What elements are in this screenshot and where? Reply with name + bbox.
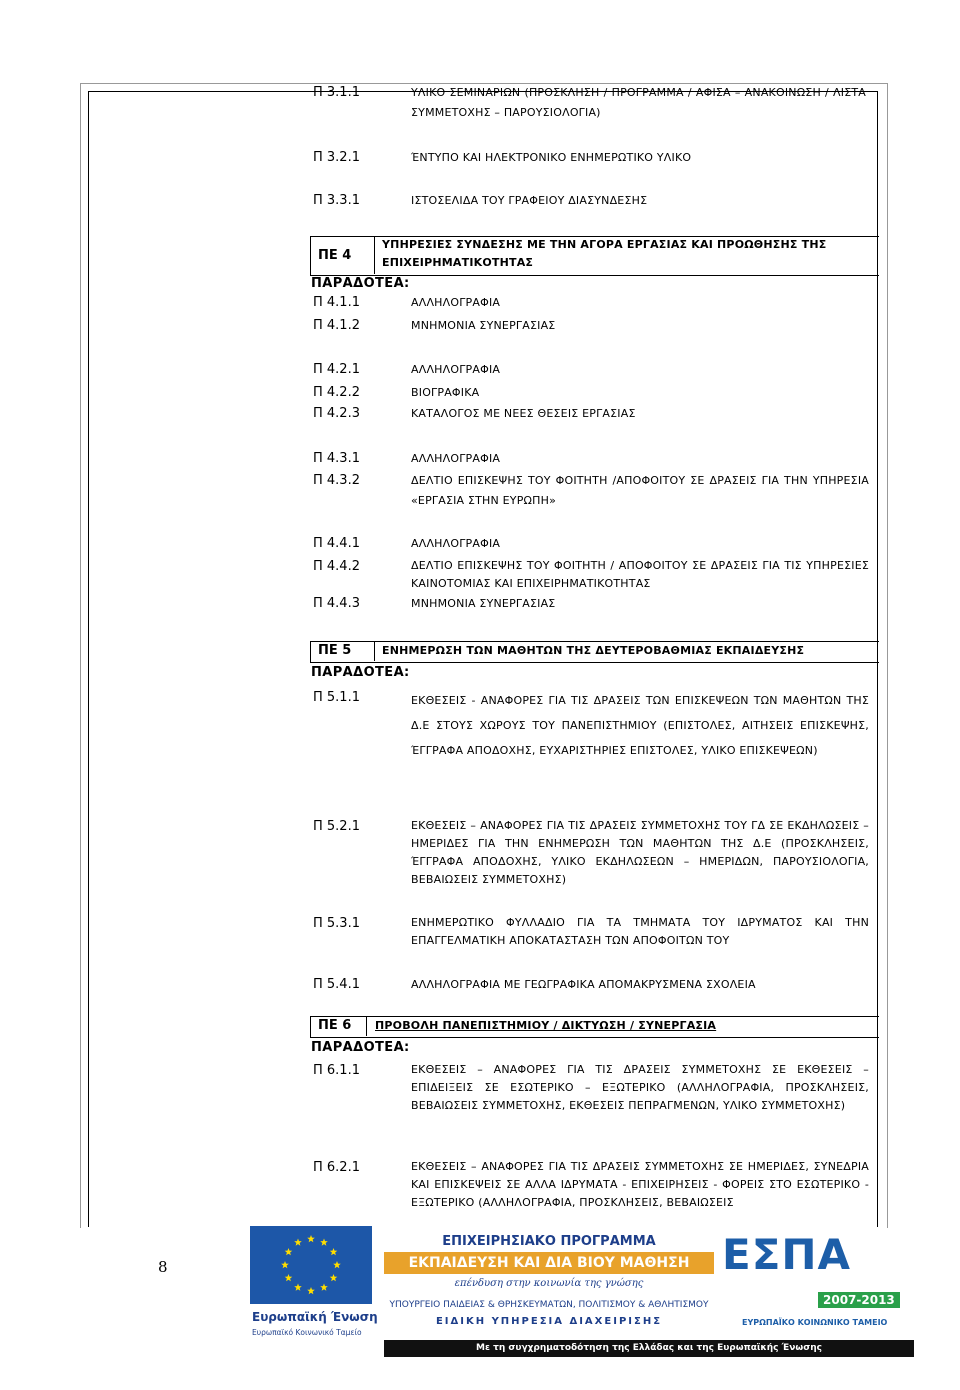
espa-logo <box>722 1222 910 1336</box>
eu-fund-name: Ευρωπαϊκό Κοινωνικό Ταμείο <box>252 1328 362 1337</box>
deliverable-text: ΕΝΗΜΕΡΩΤΙΚΟ ΦΥΛΛΑΔΙΟ ΓΙΑ ΤΑ ΤΜΗΜΑΤΑ ΤΟΥ ΙΔΡΥΜΑΤΟΣ ΚΑΙ ΤΗΝ ΕΠΑΓΓΕΛΜΑΤΙΚΗ ΑΠΟΚΑΤΑΣΤΑΣΗ ΤΩΝ ΑΠΟΦΟΙΤΩΝ ΤΟΥ <box>411 916 869 947</box>
deliverable-text: ΕΚΘΕΣΕΙΣ - ΑΝΑΦΟΡΕΣ ΓΙΑ ΤΙΣ ΔΡΑΣΕΙΣ ΤΩΝ ΕΠΙΣΚΕΨΕΩΝ ΤΩΝ ΜΑΘΗΤΩΝ ΤΗΣ Δ.Ε ΣΤΟΥΣ ΧΩΡΟΥΣ ΤΟΥ ΠΑΝΕΠΙΣΤΗΜΙΟΥ (ΕΠΙΣΤΟΛΕΣ, ΑΙΤΗΣΕΙΣ ΕΠΙΣΚΕΨΗΣ, ΈΓΓΡΑΦΑ ΑΠΟΔΟΧΗΣ, ΕΥΧΑΡΙΣΤΗΡΙΕΣ ΕΠΙΣΤΟΛΕΣ, ΥΛΙΚΟ ΕΠΙΣΚΕΨΕΩΝ) <box>411 694 869 757</box>
managing-authority: ΕΙΔΙΚΗ ΥΠΗΡΕΣΙΑ ΔΙΑΧΕΙΡΙΣΗΣ <box>435 1316 663 1327</box>
eu-star <box>330 1274 338 1281</box>
deliverable-code: Π 6.2.1 <box>313 1160 360 1175</box>
op-name: ΕΚΠΑΙΔΕΥΣΗ ΚΑΙ ΔΙΑ ΒΙΟΥ ΜΑΘΗΣΗ <box>384 1252 714 1274</box>
deliverable-code: Π 5.2.1 <box>313 819 360 834</box>
deliverable-text: ΑΛΛΗΛΟΓΡΑΦΙΑ <box>411 296 501 309</box>
section-title: ΥΠΗΡΕΣΙΕΣ ΣΥΝΔΕΣΗΣ ΜΕ ΤΗΝ ΑΓΟΡΑ ΕΡΓΑΣΙΑΣ ΚΑΙ ΠΡΟΩΘΗΣΗΣ ΤΗΣ ΕΠΙΧΕΙΡΗΜΑΤΙΚΟΤΗΤΑΣ <box>382 238 827 269</box>
eu-star <box>307 1287 315 1294</box>
deliverable-code: Π 4.3.1 <box>313 451 360 466</box>
eu-star <box>333 1261 341 1268</box>
deliverable-text: ΔΕΛΤΙΟ ΕΠΙΣΚΕΨΗΣ ΤΟΥ ΦΟΙΤΗΤΗ /ΑΠΟΦΟΙΤΟΥ ΣΕ ΔΡΑΣΕΙΣ ΓΙΑ ΤΗΝ ΥΠΗΡΕΣΙΑ «ΕΡΓΑΣΙΑ ΣΤΗΝ ΕΥΡΩΠΗ» <box>411 474 869 507</box>
deliverable-text: ΑΛΛΗΛΟΓΡΑΦΙΑ <box>411 537 501 550</box>
deliverable-text: ΕΚΘΕΣΕΙΣ – ΑΝΑΦΟΡΕΣ ΓΙΑ ΤΙΣ ΔΡΑΣΕΙΣ ΣΥΜΜΕΤΟΧΗΣ ΣΕ ΕΚΘΕΣΕΙΣ – ΕΠΙΔΕΙΞΕΙΣ ΣΕ ΕΣΩΤΕΡΙΚΟ – ΕΞΩΤΕΡΙΚΟ (ΑΛΛΗΛΟΓΡΑΦΙΑ, ΠΡΟΣΚΛΗΣΕΙΣ, ΒΕΒΑΙΩΣΕΙΣ ΣΥΜΜΕΤΟΧΗΣ, ΕΚΘΕΣΕΙΣ ΠΕΠΡΑΓΜΕΝΩΝ, ΥΛΙΚΟ ΣΥΜΜΕΤΟΧΗΣ) <box>411 1063 869 1112</box>
section-code: ΠΕ 6 <box>318 1018 352 1033</box>
eu-star <box>285 1274 293 1281</box>
deliverable-code: Π 5.1.1 <box>313 690 360 705</box>
cofunding-banner: Με τη συγχρηματοδότηση της Ελλάδας και της Ευρωπαϊκής Ένωσης <box>384 1340 914 1357</box>
eu-name: Ευρωπαϊκή Ένωση <box>252 1310 378 1324</box>
deliverable-text: ΜΝΗΜΟΝΙΑ ΣΥΝΕΡΓΑΣΙΑΣ <box>411 597 556 610</box>
eu-flag <box>250 1226 372 1304</box>
deliverables-label: ΠΑΡΑΔΟΤΕΑ: <box>311 276 410 291</box>
deliverable-code: Π 4.4.3 <box>313 596 360 611</box>
deliverable-text: ΕΚΘΕΣΕΙΣ – ΑΝΑΦΟΡΕΣ ΓΙΑ ΤΙΣ ΔΡΑΣΕΙΣ ΣΥΜΜΕΤΟΧΗΣ ΣΕ ΗΜΕΡΙΔΕΣ, ΣΥΝΕΔΡΙΑ ΚΑΙ ΕΠΙΣΚΕΨΕΙΣ ΣΕ ΑΛΛΑ ΙΔΡΥΜΑΤΑ - ΕΠΙΧΕΙΡΗΣΕΙΣ - ΦΟΡΕΙΣ ΣΤΟ ΕΣΩΤΕΡΙΚΟ - ΕΞΩΤΕΡΙΚΟ (ΑΛΛΗΛΟΓΡΑΦΙΑ, ΠΡΟΣΚΛΗΣΕΙΣ, ΒΕΒΑΙΩΣΕΙΣ <box>411 1160 869 1209</box>
deliverable-code: Π 4.3.2 <box>313 473 360 488</box>
deliverable-code: Π 3.3.1 <box>313 193 360 208</box>
deliverable-text: ΒΙΟΓΡΑΦΙΚΑ <box>411 386 480 399</box>
deliverable-text: ΙΣΤΟΣΕΛΙΔΑ ΤΟΥ ΓΡΑΦΕΙΟΥ ΔΙΑΣΥΝΔΕΣΗΣ <box>411 194 648 207</box>
eu-star <box>281 1261 289 1268</box>
op-title: ΕΠΙΧΕΙΡΗΣΙΑΚΟ ΠΡΟΓΡΑΜΜΑ <box>442 1234 656 1249</box>
espa-years: 2007-2013 <box>818 1292 900 1308</box>
deliverable-text: ΔΕΛΤΙΟ ΕΠΙΣΚΕΨΗΣ ΤΟΥ ΦΟΙΤΗΤΗ / ΑΠΟΦΟΙΤΟΥ ΣΕ ΔΡΑΣΕΙΣ ΓΙΑ ΤΙΣ ΥΠΗΡΕΣΙΕΣ ΚΑΙΝΟΤΟΜΙΑΣ ΚΑΙ ΕΠΙΧΕΙΡΗΜΑΤΙΚΟΤΗΤΑΣ <box>411 559 869 590</box>
deliverables-label: ΠΑΡΑΔΟΤΕΑ: <box>311 665 410 680</box>
op-logo <box>384 1222 714 1336</box>
section-code: ΠΕ 5 <box>318 643 352 658</box>
deliverable-text: ΥΛΙΚΟ ΣΕΜΙΝΑΡΙΩΝ (ΠΡΟΣΚΛΗΣΗ / ΠΡΟΓΡΑΜΜΑ / ΑΦΙΣΑ – ΑΝΑΚΟΙΝΩΣΗ / ΛΙΣΤΑ ΣΥΜΜΕΤΟΧΗΣ – ΠΑΡΟΥΣΙΟΛΟΓΙΑ) <box>411 86 866 119</box>
deliverable-code: Π 3.1.1 <box>313 85 360 100</box>
deliverable-text: ΑΛΛΗΛΟΓΡΑΦΙΑ <box>411 452 501 465</box>
op-slogan: επένδυση στην κοινωνία της γνώσης <box>454 1278 644 1289</box>
eu-star <box>320 1284 328 1291</box>
page-number: 8 <box>158 1258 168 1276</box>
section-title: ΕΝΗΜΕΡΩΣΗ ΤΩΝ ΜΑΘΗΤΩΝ ΤΗΣ ΔΕΥΤΕΡΟΒΑΘΜΙΑΣ ΕΚΠΑΙΔΕΥΣΗΣ <box>382 644 805 657</box>
deliverable-text: ΑΛΛΗΛΟΓΡΑΦΙΑ ΜΕ ΓΕΩΓΡΑΦΙΚΑ ΑΠΟΜΑΚΡΥΣΜΕΝΑ ΣΧΟΛΕΙΑ <box>411 978 756 991</box>
eu-star <box>307 1235 315 1242</box>
deliverables-label: ΠΑΡΑΔΟΤΕΑ: <box>311 1040 410 1055</box>
ministry-name: ΥΠΟΥΡΓΕΙΟ ΠΑΙΔΕΙΑΣ & ΘΡΗΣΚΕΥΜΑΤΩΝ, ΠΟΛΙΤΙΣΜΟΥ & ΑΘΛΗΤΙΣΜΟΥ <box>389 1300 709 1310</box>
deliverable-code: Π 5.4.1 <box>313 977 360 992</box>
deliverable-code: Π 4.4.2 <box>313 559 360 574</box>
eu-star <box>320 1238 328 1245</box>
deliverable-text: ΑΛΛΗΛΟΓΡΑΦΙΑ <box>411 363 501 376</box>
deliverable-code: Π 4.2.2 <box>313 385 360 400</box>
deliverable-code: Π 6.1.1 <box>313 1063 360 1078</box>
section-code: ΠΕ 4 <box>318 248 352 263</box>
eu-star <box>294 1238 302 1245</box>
deliverable-code: Π 4.1.1 <box>313 295 360 310</box>
deliverable-code: Π 3.2.1 <box>313 150 360 165</box>
deliverable-code: Π 4.1.2 <box>313 318 360 333</box>
deliverable-code: Π 5.3.1 <box>313 916 360 931</box>
eu-logo <box>250 1226 378 1344</box>
espa-name: ΕΣΠΑ <box>722 1230 852 1279</box>
eu-stars-icon <box>250 1226 372 1304</box>
deliverable-code: Π 4.2.3 <box>313 406 360 421</box>
deliverable-code: Π 4.2.1 <box>313 362 360 377</box>
eu-star <box>285 1248 293 1255</box>
espa-fund: ΕΥΡΩΠΑΪΚΟ ΚΟΙΝΩΝΙΚΟ ΤΑΜΕΙΟ <box>742 1318 888 1327</box>
deliverable-text: ΕΚΘΕΣΕΙΣ – ΑΝΑΦΟΡΕΣ ΓΙΑ ΤΙΣ ΔΡΑΣΕΙΣ ΣΥΜΜΕΤΟΧΗΣ ΤΟΥ ΓΔ ΣΕ ΕΚΔΗΛΩΣΕΙΣ – ΗΜΕΡΙΔΕΣ ΓΙΑ ΤΗΝ ΕΝΗΜΕΡΩΣΗ ΤΩΝ ΜΑΘΗΤΩΝ ΤΗΣ Δ.Ε (ΠΡΟΣΚΛΗΣΕΙΣ, ΈΓΓΡΑΦΑ ΑΠΟΔΟΧΗΣ, ΥΛΙΚΟ ΕΚΔΗΛΩΣΕΩΝ – ΗΜΕΡΙΔΩΝ, ΠΑΡΟΥΣΙΟΛΟΓΙΑ, ΒΕΒΑΙΩΣΕΙΣ ΣΥΜΜΕΤΟΧΗΣ) <box>411 819 869 886</box>
deliverable-text: ΈΝΤΥΠΟ ΚΑΙ ΗΛΕΚΤΡΟΝΙΚΟ ΕΝΗΜΕΡΩΤΙΚΟ ΥΛΙΚΟ <box>411 151 692 164</box>
deliverable-code: Π 4.4.1 <box>313 536 360 551</box>
eu-star <box>330 1248 338 1255</box>
deliverable-text: ΜΝΗΜΟΝΙΑ ΣΥΝΕΡΓΑΣΙΑΣ <box>411 319 556 332</box>
section-title: ΠΡΟΒΟΛΗ ΠΑΝΕΠΙΣΤΗΜΙΟΥ / ΔΙΚΤΥΩΣΗ / ΣΥΝΕΡΓΑΣΙΑ <box>375 1019 717 1032</box>
deliverable-text: ΚΑΤΑΛΟΓΟΣ ΜΕ ΝΕΕΣ ΘΕΣΕΙΣ ΕΡΓΑΣΙΑΣ <box>411 407 636 420</box>
eu-star <box>294 1284 302 1291</box>
